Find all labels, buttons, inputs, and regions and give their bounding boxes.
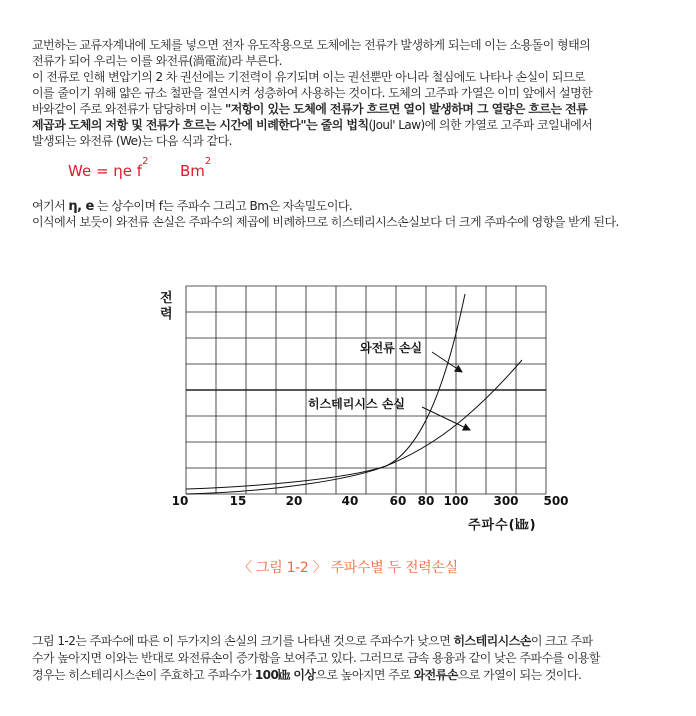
x-tick-label: 300 [493, 494, 519, 508]
x-tick-label: 100 [443, 494, 469, 508]
explain-paragraph [32, 198, 692, 230]
constants-symbol: η, e [68, 199, 94, 214]
joule-law-statement: "저항이 있는 도체에 전류가 흐르면 열이 발생하며 그 열량은 흐르는 전류 [225, 102, 588, 116]
explain-line [32, 198, 692, 214]
eddy-current-arrow [432, 352, 462, 372]
y-axis-label: 전 [160, 291, 173, 306]
intro-line: 발생되는 와전류 (We)는 다음 식과 같다. [32, 134, 232, 148]
conclusion-line: 수가 높아지면 이와는 반대로 와전류손이 증가함을 보여주고 있다. 그러므로 금속 용융과 같이 낮은 주파수를 이용할 [32, 651, 600, 665]
x-tick-label: 500 [543, 494, 569, 508]
intro-line: 이를 줄이기 위해 얇은 규소 철판을 절연시켜 성층하여 사용하는 것이다. 도체의 고주파 가열은 이미 앞에서 설명한 [32, 86, 593, 100]
eddy-current-formula [68, 156, 212, 180]
intro-line [32, 117, 692, 133]
x-tick-label: 60 [389, 494, 407, 508]
explain-text: 여기서 [32, 199, 69, 213]
conclusion-text: 으로 가열이 되는 것이다. [457, 668, 582, 682]
series-label-hysteresis: 히스테리시스 손실 [308, 397, 405, 411]
conclusion-text: 그림 1-2는 주파수에 따른 이 두가지의 손실의 크기를 나타낸 것으로 주파수가 낮으면 [32, 634, 454, 648]
conclusion-line [32, 667, 692, 684]
intro-text: 바와같이 주로 와전류가 담당하며 이는 [32, 102, 225, 116]
joule-law-statement-cont: 제곱과 도체의 저항 및 전류가 흐르는 시간에 비례한다"는 줄의 법칙 [32, 118, 369, 132]
hysteresis-term: 히스테리시스손 [453, 634, 531, 648]
conclusion-paragraph [32, 633, 692, 684]
intro-text: (Joul' Law)에 의한 가열로 고주파 코일내에서 [368, 118, 593, 132]
explain-text: 는 상수이며 f는 주파수 그리고 Bm은 자속밀도이다. [93, 199, 353, 213]
x-tick-labels [172, 494, 569, 508]
intro-line: 전류가 되어 우리는 이를 와전류(渦電流)라 부른다. [32, 54, 282, 68]
x-tick-label: 15 [229, 494, 247, 508]
series-label-eddy: 와전류 손실 [360, 341, 423, 355]
intro-line [32, 101, 692, 117]
intro-line: 이 전류로 인해 변압기의 2 차 권선에는 기전력이 유기되며 이는 권선뿐만 아니라 철심에도 나타나 손실이 되므로 [32, 70, 585, 84]
explain-line: 이식에서 보듯이 와전류 손실은 주파수의 제곱에 비례하므로 히스테리시스손실보다 더 크게 주파수에 영향을 받게 된다. [32, 215, 619, 229]
eddy-current-term: 와전류손 [413, 668, 458, 682]
intro-paragraph [32, 37, 692, 149]
x-tick-label: 20 [285, 494, 303, 508]
formula-exponent: 2 [204, 156, 212, 167]
formula-exponent: 2 [142, 156, 149, 167]
conclusion-text: 경우는 히스테리시스손이 주효하고 주파수가 [32, 668, 255, 682]
x-tick-label: 80 [417, 494, 435, 508]
chart-grid [186, 286, 546, 494]
eddy-current-loss-curve [186, 294, 465, 489]
formula-bm: Bm [180, 162, 205, 180]
intro-line: 교번하는 교류자계내에 도체를 넣으면 전자 유도작용으로 도체에는 전류가 발생하게 되는데 이는 소용돌이 형태의 [32, 38, 591, 52]
frequency-threshold: 100㎑ 이상 [254, 668, 316, 682]
x-tick-label: 40 [341, 494, 359, 508]
y-axis-label: 력 [160, 307, 173, 322]
conclusion-text: 이 크고 주파 [530, 634, 593, 648]
x-tick-label: 10 [171, 494, 189, 508]
x-axis-label: 주파수(㎑) [468, 518, 537, 533]
hysteresis-arrow [422, 407, 470, 430]
formula-main: We = ηe f [68, 162, 143, 180]
frequency-loss-chart [150, 280, 570, 540]
conclusion-line [32, 633, 692, 650]
conclusion-text: 으로 높아지면 주로 [315, 668, 414, 682]
figure-caption: 〈 그림 1-2 〉 주파수별 두 전력손실 [238, 560, 458, 576]
